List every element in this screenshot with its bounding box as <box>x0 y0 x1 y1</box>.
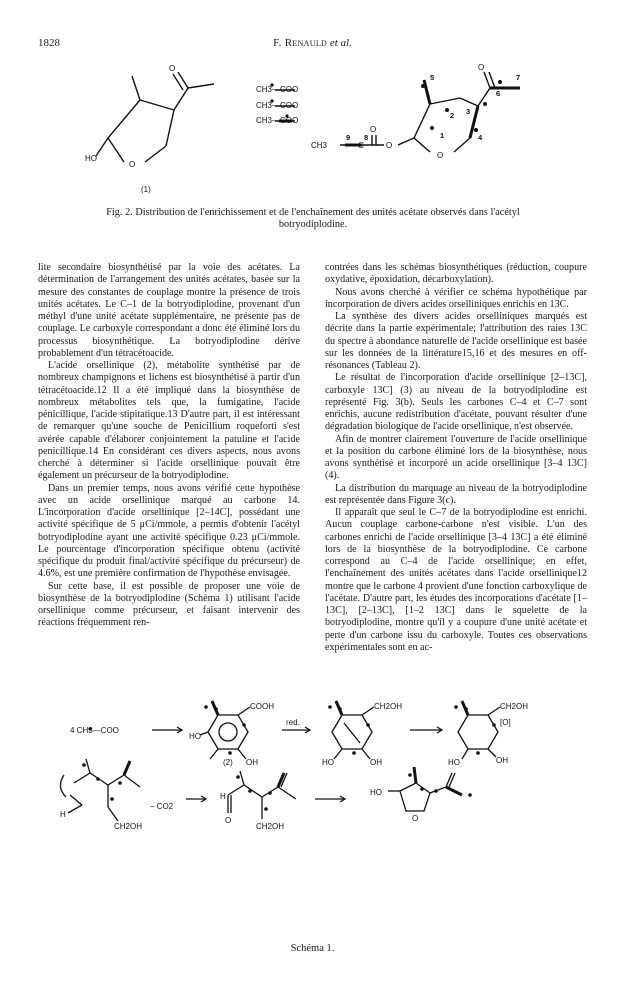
fig2-ester-carbonyl-o: O <box>370 125 377 134</box>
scheme1-ho-4: HO <box>370 788 382 797</box>
scheme-1-structures <box>0 695 625 940</box>
scheme1-cooh: COOH <box>250 702 274 711</box>
right-paragraph: Le résultat de l'incorporation d'acide orsellinique [2–13C], carboxyle 13C] (3) au niveau de la botryodiplodine est représenté Fig. 3(b). Seuls les carbones C–4 et C–7 sont enrichis, aucune redistribution d'acétate, pouvant résulter d'une dégradation biologique de l'acide orsellinique, n'est observée. <box>325 372 587 433</box>
fig2-ester-ch3: CH3 <box>311 141 328 150</box>
right-paragraph: La synthèse des divers acides orselliniques marqués est décrite dans la partie expérimentale; l'attribution des raies 13C du spectre à abondance naturelle de l'acide orsellinique est basée sur les données de la littérature15,16 et des mesures en off-résonances (Tableau 2). <box>325 311 587 371</box>
fig2-number-4: 4 <box>478 133 483 142</box>
right-paragraph: contrées dans les schémas biosynthétiques (réduction, coupure oxydative, époxidation, décarboxylation). <box>325 262 587 286</box>
fig2-ring-o: O <box>437 151 444 160</box>
fig2-ester-o: O <box>386 141 393 150</box>
fig2-number-5: 5 <box>430 73 435 82</box>
scheme1-ring-o: O <box>412 814 419 823</box>
scheme1-ho-1: HO <box>189 732 201 741</box>
fig2-ester-c: C <box>358 141 364 150</box>
scheme1-h-label-1: H <box>60 810 66 819</box>
scheme1-compound-label: (2) <box>223 758 233 767</box>
header-authors: F. Renauld <box>273 37 328 49</box>
scheme1-ho-3: HO <box>448 758 460 767</box>
scheme1-ch2oh-2: CH2OH <box>500 702 529 711</box>
right-paragraph: Nous avons cherché à vérifier ce schéma hypothétique par incorporation de divers acides orselliniques enrichis en 13C. <box>325 286 587 310</box>
fig2-number-2: 2 <box>450 111 455 120</box>
right-paragraph: Il apparaît que seul le C–7 de la botryodiplodine est enrichi. Aucun couplage carbone-carbone n'est visible. L'un des carbones enrichi de l'acide orsellinique [3–4 13C] a été éliminé lors de la biosynthèse de la botryodiplodine. Ce carbone correspond au C–4 de l'acide orsellinique; en effet, l'enchaînement des unités acétates dans l'acide orsellinique12 montre que le carbone 4 provient d'une fonction carboxylique de l'acétate. D'autre part, les études des incorporations d'acétate [1–13C], [2–13C], [1–2 13C] dans le squelette de la botryodiplodine, montre qu'il y a coupure d'une unité acétate et perte d'un carbone issu du carboxyle. Toutes ces observations expérimentales sont en ac- <box>325 507 587 653</box>
scheme1-red-label: red. <box>286 718 300 727</box>
page-number: 1828 <box>38 37 60 49</box>
fig2-ring-oxygen-label: O <box>129 160 136 169</box>
scheme1-ch2oh-3: CH2OH <box>114 822 143 831</box>
scheme1-ch2oh-1: CH2OH <box>374 702 403 711</box>
fig2-number-3: 3 <box>466 107 471 116</box>
figure-2-caption: Fig. 2. Distribution de l'enrichissement et de l'enchaînement des unités acétate observés dans l'acétyl botryodiplodine. <box>106 207 520 230</box>
scheme1-ch2oh-4: CH2OH <box>256 822 285 831</box>
scheme1-acetate: 4 CH3—COO <box>70 726 119 735</box>
fig2-carbonyl-oxygen-label: O <box>169 64 176 73</box>
figure-2-structures <box>0 0 625 205</box>
right-paragraph: La distribution du marquage au niveau de la botryodiplodine est représentée dans Figure 3(c). <box>325 482 587 506</box>
fig2-acetate-2: CH3—COO <box>256 101 299 110</box>
scheme1-oh-2: OH <box>370 758 382 767</box>
header-et-al: et al. <box>329 37 352 49</box>
scheme1-oh-1: OH <box>246 758 258 767</box>
fig2-acetate-1: CH3—COO <box>256 85 299 94</box>
fig2-number-1: 1 <box>440 131 445 140</box>
left-paragraph: L'acide orsellinique (2), métabolite synthétisé par de nombreux champignons et lichens est biosynthétisé à partir d'un tétracétoacide.12 Il a été impliqué dans la biosynthèse de nombreux métabolites tels que, la fumigatine, l'acide pénicillique, l'acide stipitatique.13 D'autre part, il est intéressant de remarquer qu'une souche de Penicillium roqueforti s'est avérée capable d'élaborer conjointement la patuline et l'acide penicillique.14 En considérant ces divers aspects, nous avons cherché à déterminer si l'acide orsellinique pouvait être également un précurseur de la botryodiplodine. <box>38 360 300 482</box>
fig2-compound-label: (1) <box>141 185 151 194</box>
fig2-number-9: 9 <box>346 133 351 142</box>
scheme1-ho-2: HO <box>322 758 334 767</box>
left-paragraph: Dans un premier temps, nous avons vérifié cette hypothèse avec un acide orsellinique marqué au carbone 14. L'incorporation d'acide orsellinique [2–14C], possédant une activité spécifique de 5 μCi/mmole, a permis d'obtenir l'acétyl botryodiplodine ayant une activité spécifique 0.23 μCi/mmole. Le pourcentage d'incorporation spécifique obtenu (activité spécifique du produit final/activité spécifique du précurseur) de 4.6%, est une première confirmation de l'hypothèse envisagée. <box>38 482 300 580</box>
scheme1-minus-co2: – CO2 <box>150 802 174 811</box>
right-column <box>325 262 587 654</box>
left-paragraph: lite secondaire biosynthétisé par la voie des acétates. La détermination de l'arrangement des unités acétates, basée sur la mesure des constantes de couplage montre la présence de trois unités acétates. Le C–1 de la botryodiplodine, provenant d'un méthyl d'une unité acétate supplémentaire, ne présente pas de couplage. Le carboxyle correspondant a donc été éliminé lors du processus biosynthétique. La botryodiplodine dérive probablement d'un tétracétoacide. <box>38 262 300 359</box>
scheme1-h-label-2: H <box>220 792 226 801</box>
fig2-acetate-3: CH3—COO <box>256 116 299 125</box>
scheme-1-label: Schéma 1. <box>290 943 335 954</box>
fig2-number-6: 6 <box>496 89 501 98</box>
fig2-number-8: 8 <box>364 133 369 142</box>
left-column <box>38 262 300 630</box>
scheme1-aldehyde-o: O <box>225 816 232 825</box>
fig2-ho-label: HO <box>85 154 97 163</box>
scheme1-ox-label: [O] <box>500 718 511 727</box>
right-paragraph: Afin de montrer clairement l'ouverture de l'acide orsellinique et la position du carbone éliminé lors de la biosynthèse, nous avons synthétisé et incorporé un acide orsellinique [3–4 13C] (4). <box>325 433 587 482</box>
fig2-ketone-o: O <box>478 63 485 72</box>
scheme1-oh-3: OH <box>496 756 508 765</box>
left-paragraph: Sur cette base, il est possible de proposer une voie de biosynthèse de la botryodiplodine (Schéma 1) utilisant l'acide orsellinique comme précurseur, et faisant intervenir des réactions fréquemment ren- <box>38 580 300 629</box>
fig2-number-7: 7 <box>516 73 521 82</box>
